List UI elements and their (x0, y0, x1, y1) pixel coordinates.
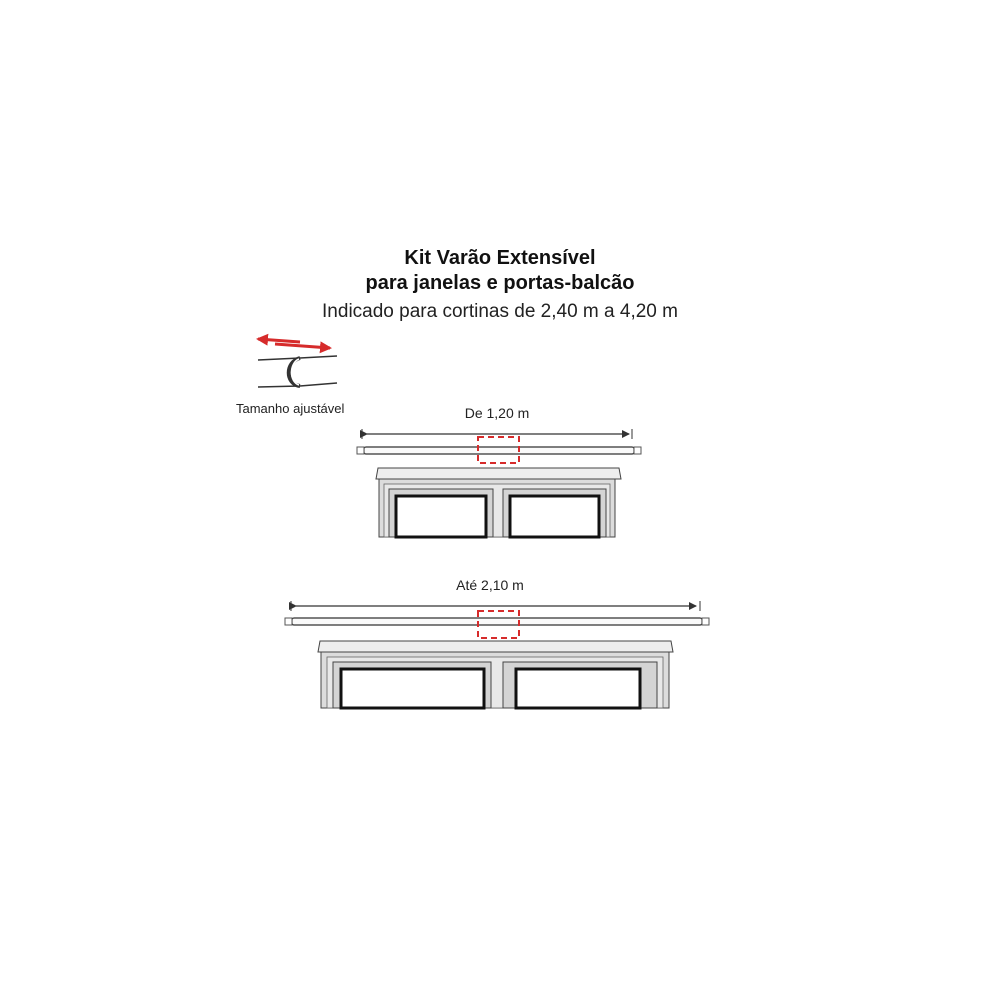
window-cornice (376, 468, 621, 479)
curtain-rod (292, 618, 702, 625)
adjustable-size-label: Tamanho ajustável (236, 401, 345, 416)
rod-end-right (702, 618, 709, 625)
dimension-label-short: De 1,20 m (464, 405, 530, 421)
adjustable-rod-icon (258, 339, 337, 387)
window-glass-left (341, 669, 484, 708)
window-glass-right (516, 669, 640, 708)
rod-end-left (285, 618, 292, 625)
rod-end-left (357, 447, 364, 454)
title-line-2: para janelas e portas-balcão (365, 272, 635, 294)
dimension-label-long: Até 2,10 m (456, 577, 524, 593)
arrow-left-icon (258, 339, 300, 342)
window-glass-right (510, 496, 599, 537)
rod-end-right (634, 447, 641, 454)
subtitle: Indicado para cortinas de 2,40 m a 4,20 m (322, 301, 678, 322)
title-line-1: Kit Varão Extensível (404, 247, 596, 269)
window-cornice (318, 641, 673, 652)
window-glass-left (396, 496, 486, 537)
example-long (285, 601, 709, 708)
curtain-rod (364, 447, 634, 454)
arrow-right-icon (275, 344, 330, 348)
example-short (357, 429, 641, 537)
